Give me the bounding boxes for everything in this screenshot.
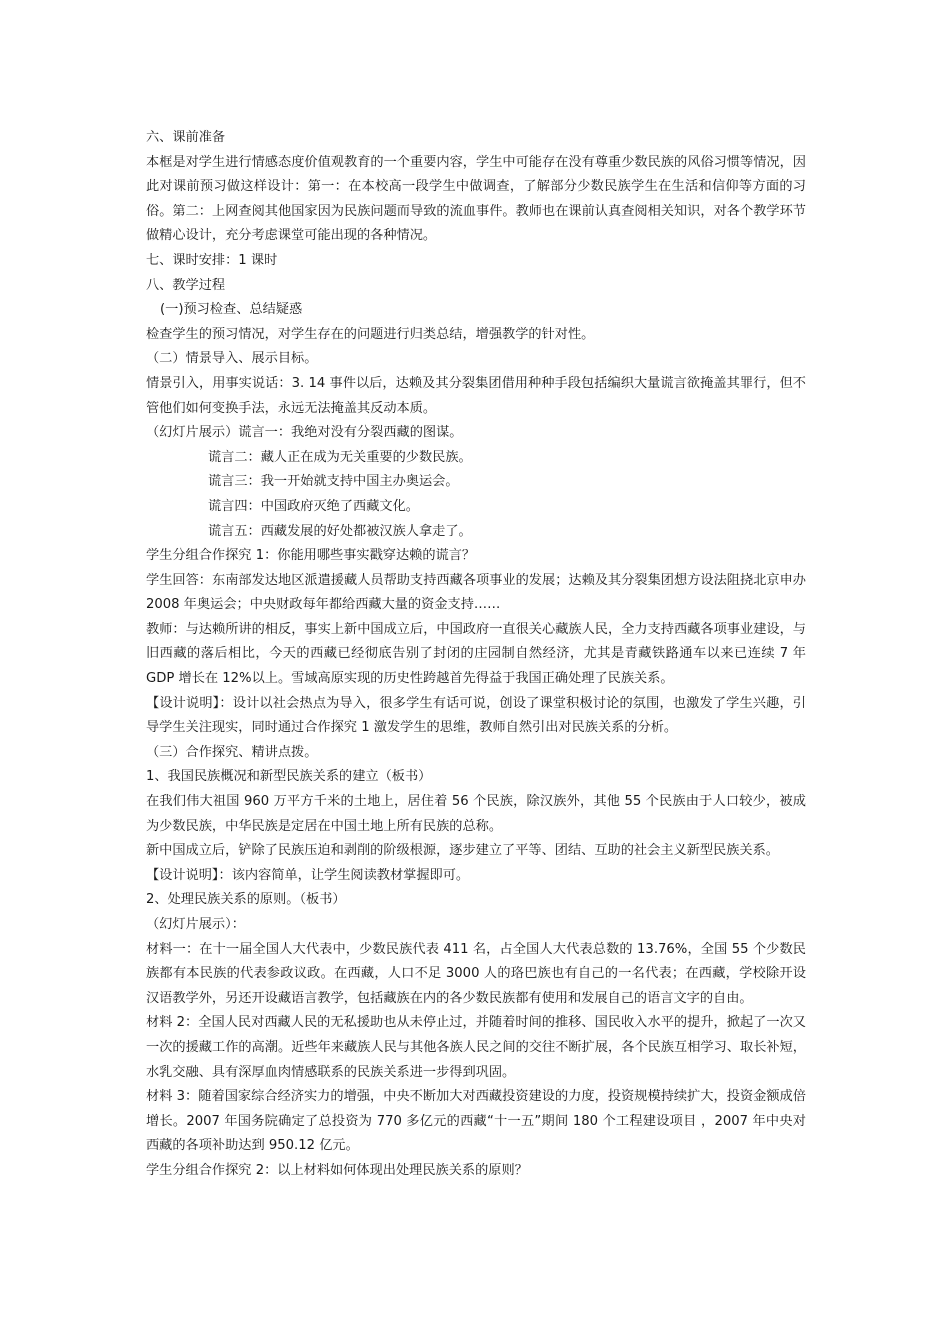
material-two: 材料 2：全国人民对西藏人民的无私援助也从未停止过，并随着时间的推移、国民收入水平的提升，掀起了一次又一次的援藏工作的高潮。近些年来藏族人民与其他各族人民之间的交往不断扩展，各个民族互相学习、取长补短，水乳交融、具有深厚血肉情感联系的民族关系进一步得到巩固。	[146, 1015, 806, 1080]
slide-show-label: （幻灯片展示）：	[146, 917, 245, 932]
document-page	[146, 126, 806, 1184]
lie-two: 谎言二：藏人正在成为无关重要的少数民族。	[208, 449, 472, 465]
inquiry-two: 学生分组合作探究 2：以上材料如何体现出处理民族关系的原则？	[146, 1162, 528, 1178]
step1-body: 检查学生的预习情况，对学生存在的问题进行归类总结，增强教学的针对性。	[146, 326, 595, 342]
point2-heading: 2、处理民族关系的原则。（板书）	[146, 892, 346, 908]
point1-heading: 1、我国民族概况和新型民族关系的建立（板书）	[146, 769, 432, 785]
section6-body: 本框是对学生进行情感态度价值观教育的一个重要内容，学生中可能存在没有尊重少数民族的风俗习惯等情况，因此对课前预习做这样设计：第一：在本校高一段学生中做调查，了解部分少数民族学生在生活和信仰等方面的习俗。第二：上网查阅其他国家因为民族问题而导致的流血事件。教师也在课前认真查阅相关知识，对各个教学环节做精心设计，充分考虑课堂可能出现的各种情况。	[146, 154, 806, 244]
design-note-one: 【设计说明】：设计以社会热点为导入，很多学生有话可说，创设了课堂积极讨论的氛围，也激发了学生兴趣，引导学生关注现实，同时通过合作探究 1 激发学生的思维，教师自然引出对民族关系的分析。	[146, 695, 806, 736]
step2-intro: 情景引入，用事实说话：3. 14 事件以后，达赖及其分裂集团借用种种手段包括编织大量谎言欲掩盖其罪行，但不管他们如何变换手法，永远无法掩盖其反动本质。	[146, 375, 806, 416]
step2-heading: （二）情景导入、展示目标。	[146, 351, 318, 367]
student-answer: 学生回答：东南部发达地区派遣援藏人员帮助支持西藏各项事业的发展；达赖及其分裂集团想方设法阻挠北京申办 2008 年奥运会；中央财政每年都给西藏大量的资金支持……	[146, 572, 806, 613]
lie-four: 谎言四：中国政府灭绝了西藏文化。	[208, 498, 419, 514]
inquiry-one: 学生分组合作探究 1：你能用哪些事实戳穿达赖的谎言？	[146, 548, 476, 564]
section7-heading: 七、课时安排：1 课时	[146, 252, 278, 268]
teacher-explanation: 教师：与达赖所讲的相反，事实上新中国成立后，中国政府一直很关心藏族人民，全力支持西藏各项事业建设，与旧西藏的落后相比，今天的西藏已经彻底告别了封闭的庄园制自然经济，尤其是青藏铁路通车以来已连续 7 年 GDP 增长在 12%以上。雪域高原实现的历史性跨越首先得益于我国正确处理了民族关系。	[146, 621, 806, 687]
material-one: 材料一：在十一届全国人大代表中，少数民族代表 411 名，占全国人大代表总数的 13.76%，全国 55 个少数民族都有本民族的代表参政议政。在西藏，人口不足 3000 人的珞巴族也有自己的一名代表；在西藏，学校除开设汉语教学外，另还开设藏语言教学，包括藏族在内的各少数民族都有使用和发展自己的语言文字的自由。	[146, 941, 806, 1006]
step3-heading: （三）合作探究、精讲点拨。	[146, 744, 318, 760]
section6-heading: 六、课前准备	[146, 130, 226, 145]
lie-five: 谎言五：西藏发展的好处都被汉族人拿走了。	[208, 523, 472, 539]
point1-body-one: 在我们伟大祖国 960 万平方千米的土地上，居住着 56 个民族，除汉族外，其他 55 个民族由于人口较少，被成为少数民族，中华民族是定居在中国土地上所有民族的总称。	[146, 794, 806, 834]
material-three: 材料 3：随着国家综合经济实力的增强，中央不断加大对西藏投资建设的力度，投资规模持续扩大，投资金额成倍增长。2007 年国务院确定了总投资为 770 多亿元的西藏“十一五”期间 180 个工程建设项目 ，2007 年中央对西藏的各项补助达到 950.12 亿元。	[146, 1089, 806, 1154]
lie-three: 谎言三：我一开始就支持中国主办奥运会。	[208, 474, 459, 490]
point1-body-two: 新中国成立后，铲除了民族压迫和剥削的阶级根源，逐步建立了平等、团结、互助的社会主义新型民族关系。	[146, 843, 779, 859]
step1-heading: (一)预习检查、总结疑惑	[160, 302, 303, 318]
section8-heading: 八、教学过程	[146, 277, 226, 293]
design-note-two: 【设计说明】：该内容简单，让学生阅读教材掌握即可。	[146, 867, 470, 883]
lie-one: （幻灯片展示）谎言一：我绝对没有分裂西藏的图谋。	[146, 425, 463, 441]
